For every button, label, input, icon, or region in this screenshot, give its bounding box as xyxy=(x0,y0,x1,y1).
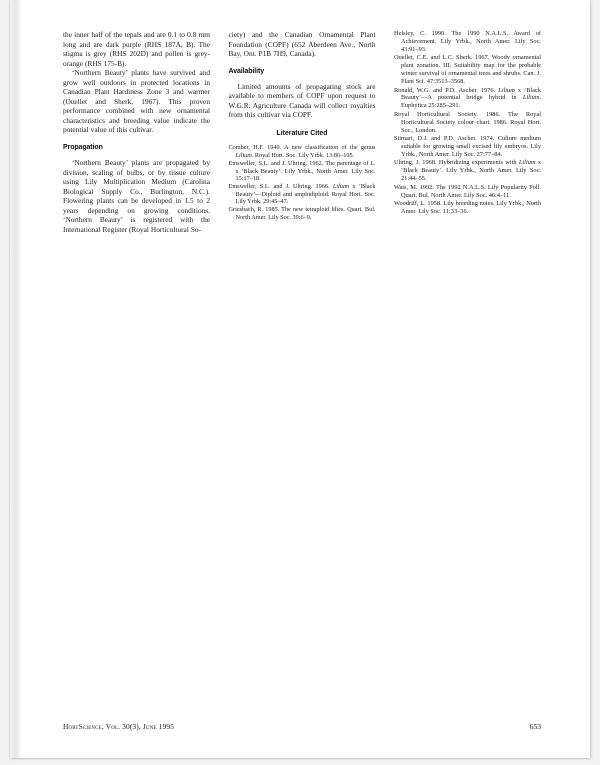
reference-entry: Emsweller, S.L. and J. Uhring. 1962. The parentage of L. x ‘Black Beauty’. Lily Yrbk., North Amer. Lily Soc. 15:17–18. xyxy=(228,160,376,183)
reference-entry: Royal Horticultural Society. 1986. The Royal Horticultural Society colour chart. 1986. Royal Hort. Soc., London. xyxy=(394,110,541,134)
page-left-edge-shadow xyxy=(10,0,21,758)
page-number: 653 xyxy=(529,722,541,731)
column-three xyxy=(394,30,541,670)
reference-entry: Helsley, C. 1990. The 1990 N.A.L.S. Award of Achievement. Lily Yrbk., North Amer. Lily Soc. 43:91–93. xyxy=(394,30,541,53)
paragraph-availability: Limited amounts of propagating stock are available to members of COPF upon request to W.G.R. Agriculture Canada will collect royalties from this cultivar via COPF. xyxy=(228,81,376,120)
heading-availability: Availability xyxy=(228,67,264,75)
reference-list-column-two xyxy=(229,144,376,221)
heading-propagation: Propagation xyxy=(63,144,103,152)
column-two xyxy=(229,30,376,670)
reference-entry: Ronald, W.G. and P.D. Ascher. 1976. Lilium x ‘Black Beauty’—A potential bridge hybrid in Lilium. Euphytica 25:285–291. xyxy=(394,86,542,110)
reference-entry: Stimart, D.J. and P.D. Ascher. 1974. Culture medium suitable for growing small excised lily embryos. Lily Yrbk., North Amer. Lily Soc. 27:77–84. xyxy=(394,135,541,158)
paragraph-hardiness-performance: ‘Northern Beauty’ plants have survived and grow well outdoors in protected locations in Canadian Plant Hardiness Zone 3 and warmer (Ouellet and Sherk, 1967). This proven performance combined with new ornamental characteristics and breeding value indicate the potential value of this cultivar. xyxy=(63,68,210,135)
reference-list-column-three xyxy=(394,30,541,216)
reference-entry: Griesbach, R. 1985. The new tetraploid lilies. Quart. Bul. North Amer. Lily Soc. 39:6–9. xyxy=(228,206,376,222)
heading-literature-cited: Literature Cited xyxy=(276,129,328,137)
document-page xyxy=(10,0,590,758)
paragraph-registration-continuation: ciety) and the Canadian Ornamental Plant Foundation (COPF) (652 Aberdeen Ave., North Bay, Ont. P1B 7H9, Canada). xyxy=(228,30,376,59)
reference-entry: Emsweller, S.L. and J. Uhring. 1966. Lilium x ‘Black Beauty’—Diploid and amphidiploid. Royal Hort. Soc. Lily Yrbk. 29:45–47. xyxy=(228,183,376,206)
reference-entry: Uhring, J. 1968. Hybridizing experiments with Lilium x ‘Black Beauty’. Lily Yrbk., North Amer. Lily Soc. 21:44–55. xyxy=(394,159,541,183)
reference-entry: Woodriff, L. 1958. Lily breeding notes. Lily Yrbk., North Amer. Lily Soc. 11:33–36. xyxy=(394,200,541,216)
paragraph-tepals-description: the inner half of the tepals and are 0.1 to 0.8 mm long and are dark purple (RHS 187A, B). The stigma is grey (RHS 202D) and pollen is grey-orange (RHS 175-B). xyxy=(63,30,210,68)
reference-entry: Wais, M. 1992. The 1992 N.A.L.S. Lily Popularity Poll. Quart. Bul. North Amer. Lily Soc. 46:4–11. xyxy=(394,183,541,199)
column-one xyxy=(63,30,210,670)
paragraph-propagation: ‘Northern Beauty’ plants are propagated by division, scaling of bulbs, or by tissue culture using Lily Multiplication Medium (Carolina Biological Supply Co., Burlington, N.C.). Flowering plants can be developed in 1.5 to 2 years depending on growing conditions. ‘Northern Beauty’ is registered with the International Register (Royal Horticultural So- xyxy=(63,158,210,234)
page-content-columns xyxy=(63,30,541,670)
reference-entry: Comber, H.F. 1949. A new classification of the genus Lilium. Royal Hort. Soc. Lily Yrbk. 13:86–105. xyxy=(228,144,376,159)
page-footer xyxy=(63,722,541,731)
journal-citation-line: HortScience, Vol. 30(3), June 1995 xyxy=(63,722,175,731)
reference-entry: Ouellet, C.E. and L.C. Sherk. 1967. Woody ornamental plant zonation. III. Suitability map for the probable winter survival of ornamental trees and shrubs. Can. J. Plant Sci. 47:3513–3568. xyxy=(394,54,541,85)
